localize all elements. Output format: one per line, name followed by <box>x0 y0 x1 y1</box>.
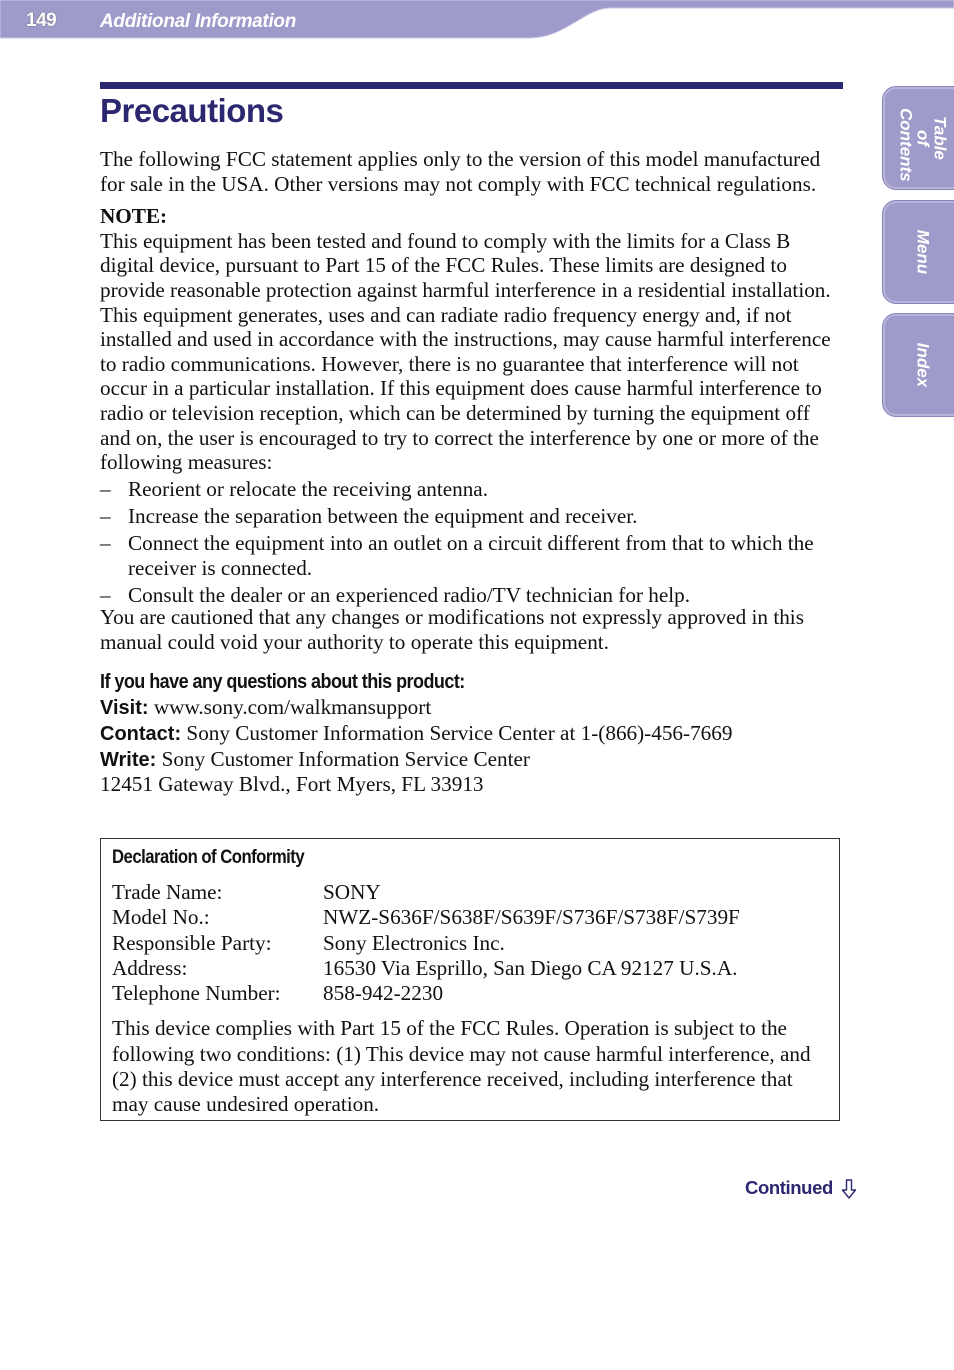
table-row <box>112 905 740 930</box>
tab-index-label: Index <box>913 342 933 388</box>
contact-label: Contact: <box>100 722 182 745</box>
list-item: – Increase the separation between the equipment and receiver. <box>100 504 845 529</box>
section-title: Additional Information <box>100 11 297 32</box>
visit-line <box>100 695 845 721</box>
measures-list <box>100 477 845 607</box>
tab-table-of-contents[interactable] <box>882 86 954 190</box>
table-value: 858-942-2230 <box>323 981 444 1006</box>
caution-paragraph: You are cautioned that any changes or modifications not expressly approved in this manual could void your authority to operate this equipment. <box>100 605 804 654</box>
table-key: Telephone Number: <box>112 981 281 1006</box>
questions-heading: If you have any questions about this product: <box>100 671 465 694</box>
compliance-paragraph: This device complies with Part 15 of the FCC Rules. Operation is subject to the following two conditions: (1) This device may not cause harmful interference, and (2) this device must accept any interference received, including interference that may cause undesired operation. <box>112 1016 811 1117</box>
declaration-table <box>112 880 740 1006</box>
table-row <box>112 931 740 956</box>
tab-menu-label: Menu <box>913 229 933 275</box>
continued-link[interactable] <box>745 1177 857 1199</box>
declaration-heading: Declaration of Conformity <box>112 847 305 868</box>
table-row <box>112 880 740 905</box>
declaration-box <box>100 838 840 1121</box>
intro-paragraph: The following FCC statement applies only to the version of this model manufactured for sale in the USA. Other versions may not comply with FCC technical regulations. <box>100 147 821 196</box>
title-rule <box>100 82 843 89</box>
write-line <box>100 747 845 773</box>
table-value: Sony Electronics Inc. <box>323 930 505 955</box>
visit-link[interactable]: www.sony.com/walkmansupport <box>153 694 432 719</box>
note-heading: NOTE: <box>100 204 168 229</box>
tab-table-of-contents-label: Table of Contents <box>896 108 950 182</box>
list-item: – Reorient or relocate the receiving antenna. <box>100 477 845 502</box>
table-key: Responsible Party: <box>112 930 272 955</box>
write-label: Write: <box>100 748 157 771</box>
continued-label: Continued <box>745 1177 833 1198</box>
table-value: NWZ-S636F/S638F/S639F/S736F/S738F/S739F <box>323 905 740 930</box>
address-line: 12451 Gateway Blvd., Fort Myers, FL 33913 <box>100 772 484 797</box>
table-row <box>112 956 740 981</box>
table-row <box>112 981 740 1006</box>
down-arrow-icon <box>841 1179 857 1199</box>
list-item: – Consult the dealer or an experienced radio/TV technician for help. <box>100 583 845 608</box>
main-content <box>100 147 845 797</box>
page-number: 149 <box>26 10 57 31</box>
table-value: 16530 Via Esprillo, San Diego CA 92127 U.S.A. <box>323 955 738 980</box>
list-item: – Connect the equipment into an outlet on a circuit different from that to which the receiver is connected. <box>100 531 845 580</box>
tab-index[interactable] <box>882 313 954 417</box>
table-value: SONY <box>323 880 381 905</box>
contact-value: Sony Customer Information Service Center at 1-(866)-456-7669 <box>186 720 733 745</box>
page-title: Precautions <box>100 92 284 129</box>
table-key: Model No.: <box>112 905 210 930</box>
write-value: Sony Customer Information Service Center <box>161 746 530 771</box>
table-key: Address: <box>112 955 188 980</box>
tab-menu[interactable] <box>882 200 954 304</box>
visit-label: Visit: <box>100 696 149 719</box>
table-key: Trade Name: <box>112 880 223 905</box>
contact-line <box>100 721 845 747</box>
note-body: This equipment has been tested and found to comply with the limits for a Class B digital device, pursuant to Part 15 of the FCC Rules. These limits are designed to provide reasonable protection against harmful interference in a residential installation. This equipment generates, uses and can radiate radio frequency energy and, if not installed and used in accordance with the instructions, may cause harmful interference to radio communications. However, there is no guarantee that interference will not occur in a particular installation. If this equipment does cause harmful interference to radio or television reception, which can be determined by turning the equipment off and on, the user is encouraged to try to correct the interference by one or more of the following measures: <box>100 228 831 475</box>
